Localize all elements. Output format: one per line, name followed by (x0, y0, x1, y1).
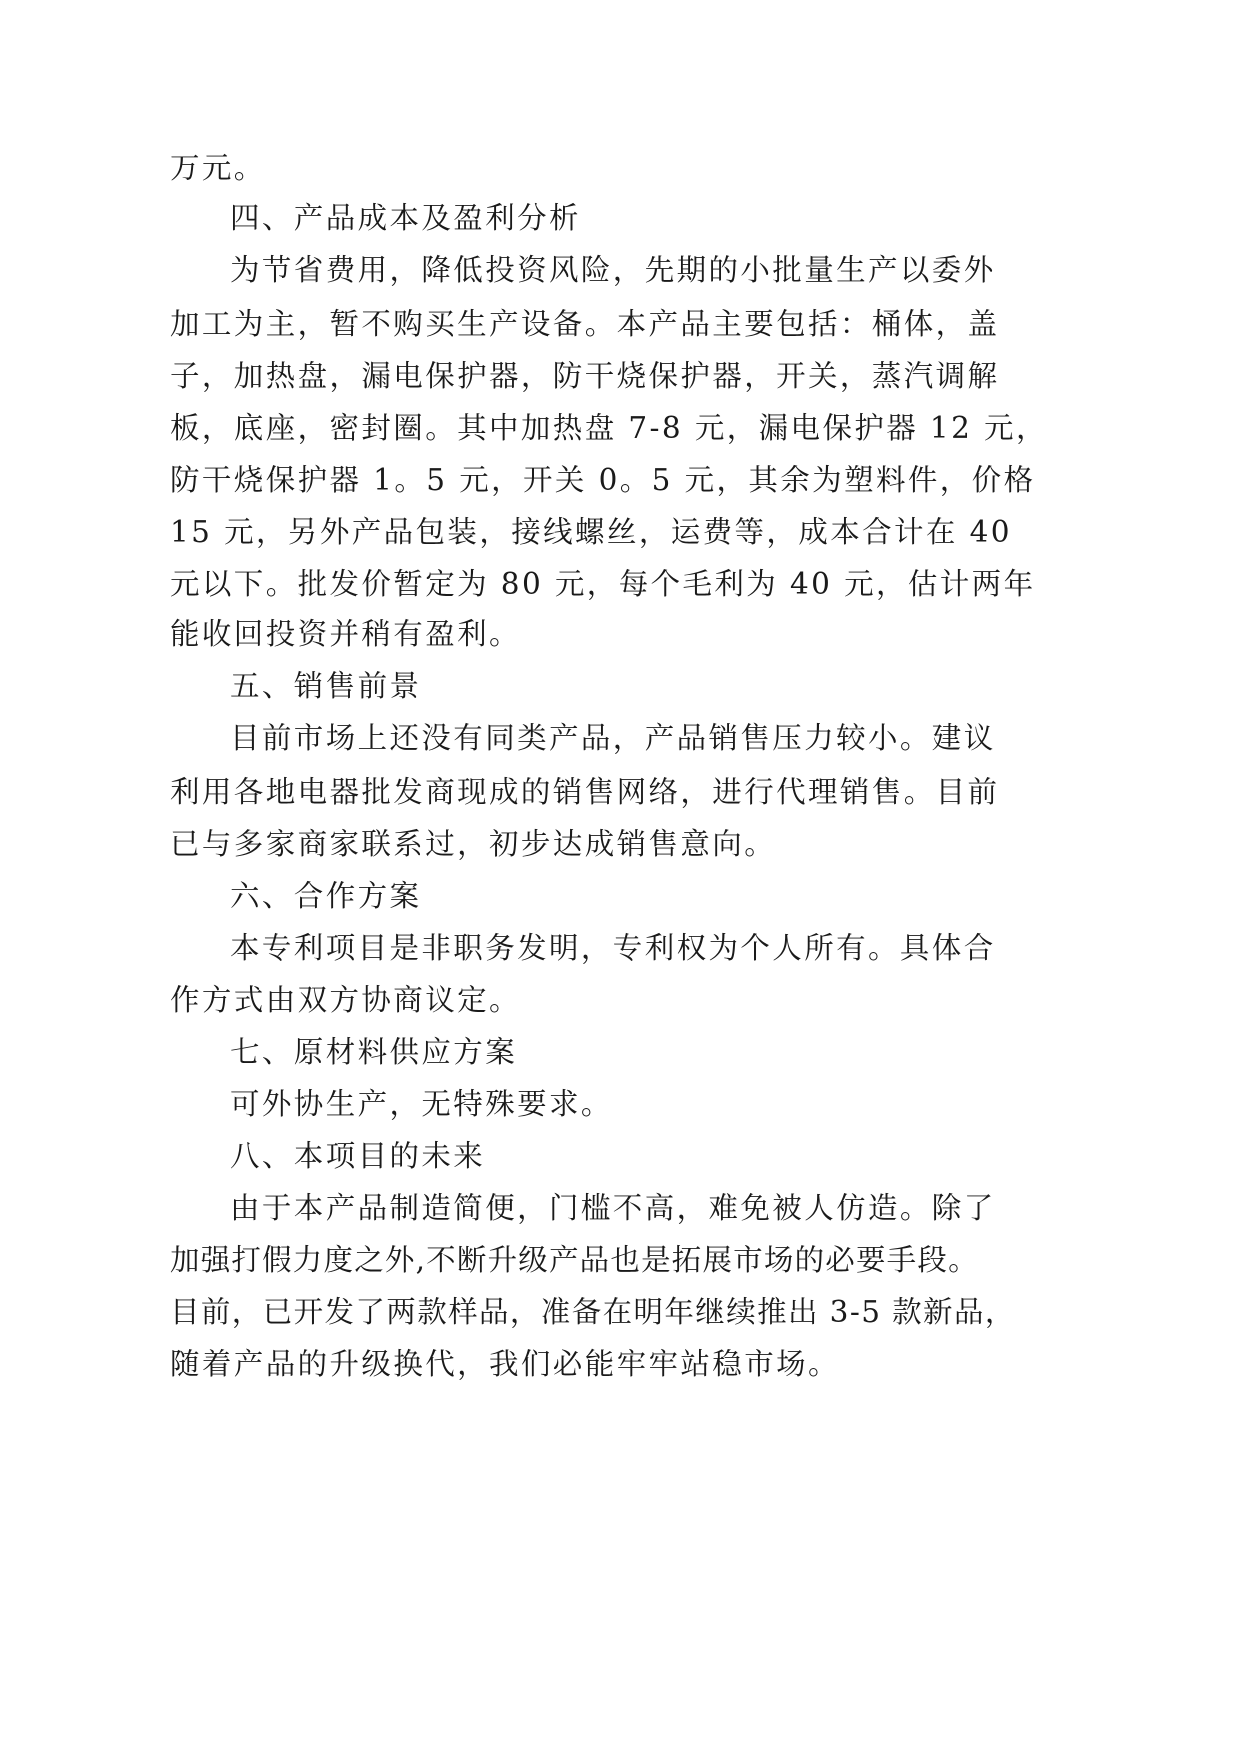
text-line: 元以下。批发价暂定为 80 元，每个毛利为 40 元，估计两年 (170, 567, 1036, 601)
text-line: 15 元，另外产品包装，接线螺丝，运费等，成本合计在 40 (170, 515, 1012, 549)
text-line: 能收回投资并稍有盈利。 (170, 617, 521, 651)
text-line: 可外协生产，无特殊要求。 (230, 1087, 613, 1121)
section-heading: 六、合作方案 (230, 879, 422, 913)
text-line: 由于本产品制造简便，门槛不高，难免被人仿造。除了 (230, 1191, 996, 1225)
text-line: 子，加热盘，漏电保护器，防干烧保护器，开关，蒸汽调解 (170, 359, 1000, 393)
text-line: 板，底座，密封圈。其中加热盘 7-8 元，漏电保护器 12 元， (170, 411, 1048, 445)
text-line: 为节省费用，降低投资风险，先期的小批量生产以委外 (230, 253, 996, 287)
text-line: 加强打假力度之外,不断升级产品也是拓展市场的必要手段。 (170, 1243, 979, 1277)
text-line: 已与多家商家联系过，初步达成销售意向。 (170, 827, 777, 861)
text-line: 加工为主，暂不购买生产设备。本产品主要包括：桶体，盖 (170, 307, 1000, 341)
text-line: 随着产品的升级换代，我们必能牢牢站稳市场。 (170, 1347, 840, 1381)
text-line: 万元。 (170, 151, 266, 185)
section-heading: 五、销售前景 (230, 669, 422, 703)
section-heading: 八、本项目的未来 (230, 1139, 486, 1173)
text-line: 本专利项目是非职务发明，专利权为个人所有。具体合 (230, 931, 996, 965)
text-line: 利用各地电器批发商现成的销售网络，进行代理销售。目前 (170, 775, 1000, 809)
section-heading: 七、原材料供应方案 (230, 1035, 518, 1069)
section-heading: 四、产品成本及盈利分析 (230, 201, 581, 235)
text-line: 目前，已开发了两款样品，准备在明年继续推出 3-5 款新品， (170, 1295, 1016, 1329)
text-line: 目前市场上还没有同类产品，产品销售压力较小。建议 (230, 721, 996, 755)
text-line: 作方式由双方协商议定。 (170, 983, 521, 1017)
text-line: 防干烧保护器 1。5 元，开关 0。5 元，其余为塑料件，价格 (170, 463, 1036, 497)
